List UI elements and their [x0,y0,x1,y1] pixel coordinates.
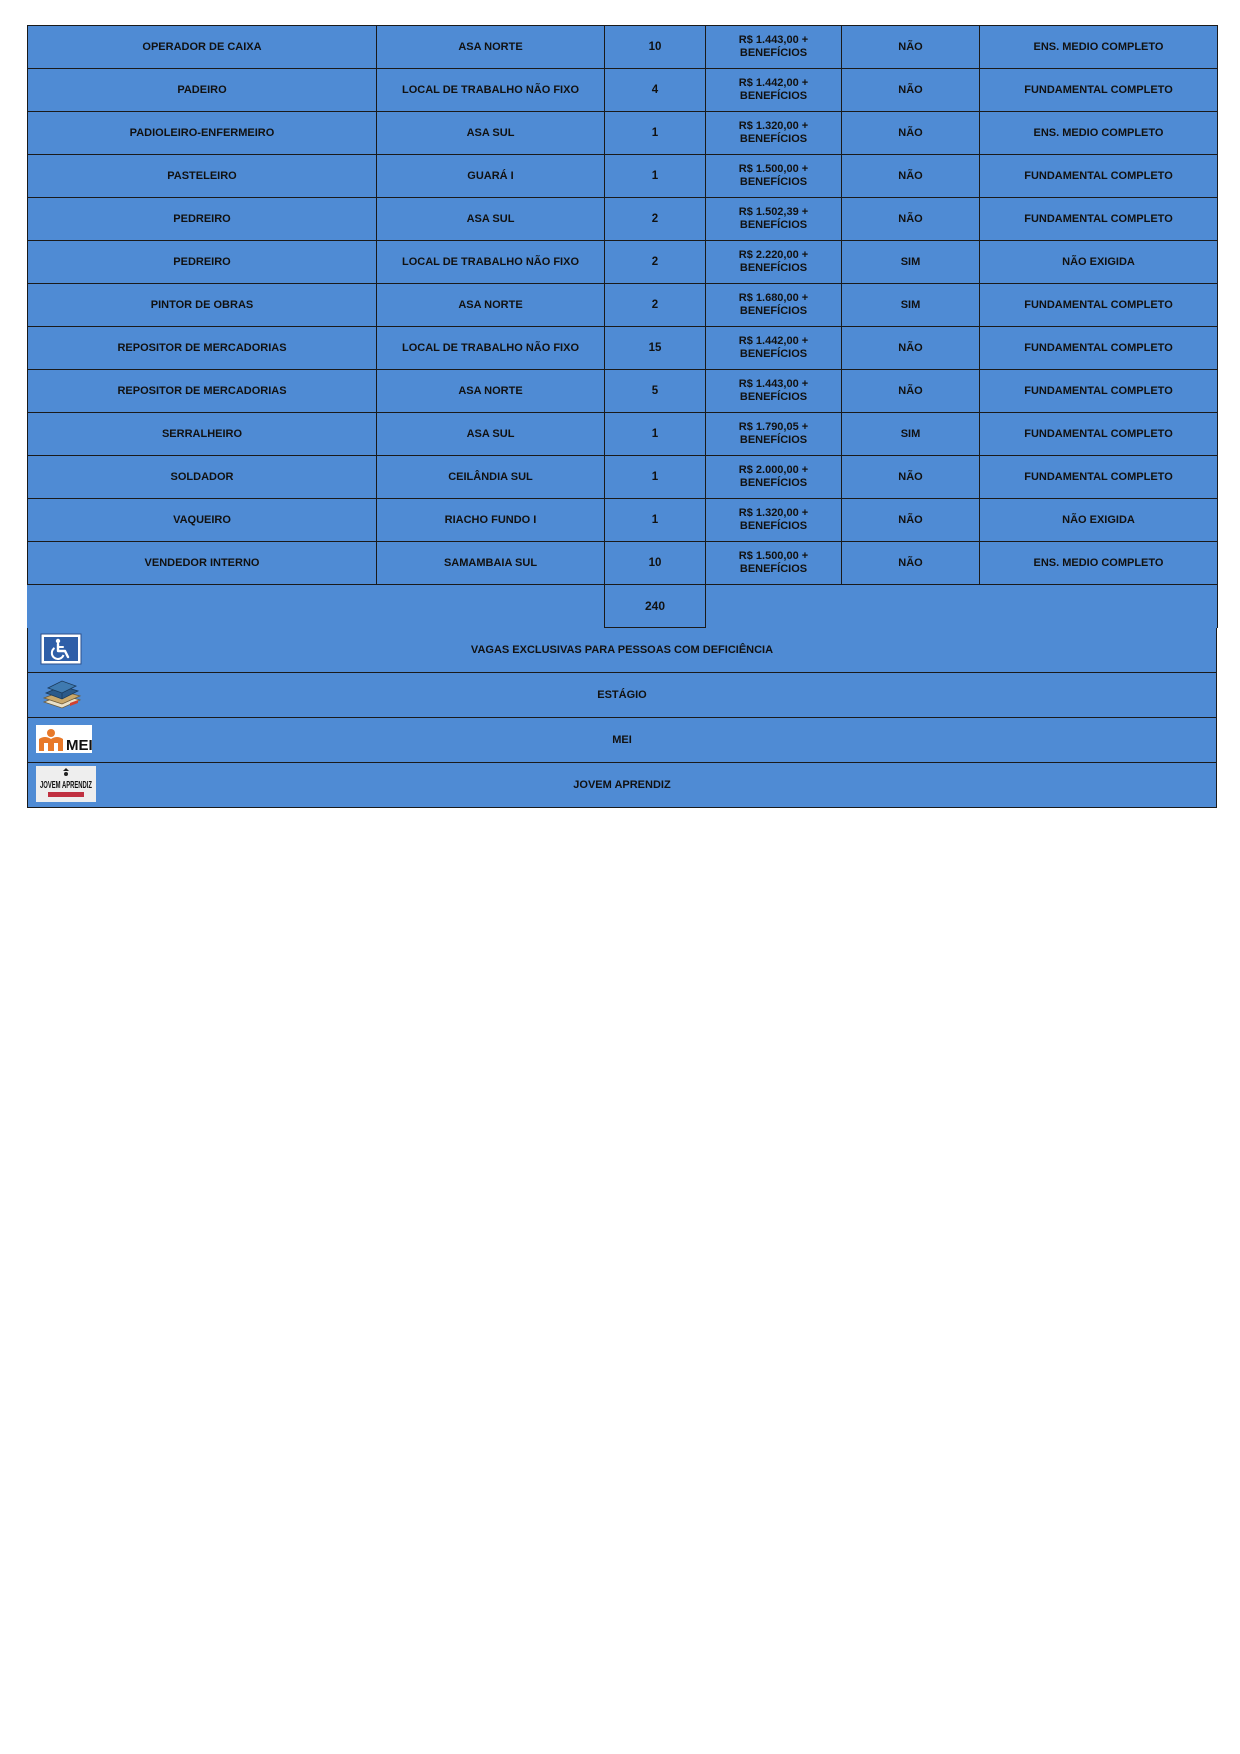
cell-salario [706,241,842,284]
legend-label-estagio: ESTÁGIO [597,689,647,701]
cell-cargo: OPERADOR DE CAIXA [28,26,377,69]
cell-local: ASA NORTE [377,26,605,69]
cell-salario [706,542,842,585]
cell-experiencia: SIM [842,241,980,284]
cell-salario [706,284,842,327]
total-row [28,585,1218,628]
cell-escolaridade: NÃO EXIGIDA [980,241,1218,284]
legend-label-jovem-aprendiz: JOVEM APRENDIZ [573,779,671,791]
cell-salario-line1: R$ 1.502,39 + [738,206,809,218]
cell-local: GUARÁ I [377,155,605,198]
cell-vagas: 2 [605,241,706,284]
cell-salario-line2: BENEFÍCIOS [739,176,808,188]
cell-experiencia: NÃO [842,155,980,198]
cell-salario-line2: BENEFÍCIOS [739,391,808,403]
cell-vagas: 10 [605,542,706,585]
table-row [28,69,1218,112]
cell-salario-line2: BENEFÍCIOS [739,563,808,575]
cell-local: LOCAL DE TRABALHO NÃO FIXO [377,241,605,284]
cell-experiencia: NÃO [842,499,980,542]
cell-cargo: PEDREIRO [28,198,377,241]
cell-vagas: 10 [605,26,706,69]
job-openings-sheet [27,25,1217,808]
cell-salario [706,112,842,155]
cell-local: ASA SUL [377,198,605,241]
cell-salario-line1: R$ 1.320,00 + [738,120,809,132]
cell-salario [706,370,842,413]
cell-escolaridade: FUNDAMENTAL COMPLETO [980,456,1218,499]
legend-row-jovem-aprendiz [28,763,1217,808]
books-icon [40,676,84,715]
cell-experiencia: NÃO [842,26,980,69]
cell-salario-line2: BENEFÍCIOS [739,219,808,231]
wheelchair-icon [40,633,82,668]
legend-table [27,628,1217,808]
cell-salario [706,26,842,69]
cell-experiencia: NÃO [842,542,980,585]
total-row-spacer-right [706,585,1218,628]
cell-vagas: 15 [605,327,706,370]
cell-escolaridade: ENS. MEDIO COMPLETO [980,542,1218,585]
cell-local: ASA SUL [377,112,605,155]
legend-row-pcd [28,628,1217,673]
cell-salario-line1: R$ 1.443,00 + [738,34,809,46]
cell-local: ASA NORTE [377,370,605,413]
cell-experiencia: SIM [842,284,980,327]
cell-local: ASA SUL [377,413,605,456]
table-row [28,413,1218,456]
cell-salario-line1: R$ 1.680,00 + [738,292,809,304]
cell-experiencia: NÃO [842,69,980,112]
cell-experiencia: SIM [842,413,980,456]
cell-vagas: 2 [605,198,706,241]
cell-vagas: 4 [605,69,706,112]
cell-salario-line2: BENEFÍCIOS [739,434,808,446]
cell-escolaridade: FUNDAMENTAL COMPLETO [980,69,1218,112]
table-row [28,155,1218,198]
legend-label-pcd: VAGAS EXCLUSIVAS PARA PESSOAS COM DEFICIÊNCIA [470,644,774,656]
cell-experiencia: NÃO [842,456,980,499]
cell-salario-line1: R$ 2.220,00 + [738,249,809,261]
legend-label-mei: MEI [612,734,632,746]
cell-salario [706,413,842,456]
cell-cargo: REPOSITOR DE MERCADORIAS [28,327,377,370]
table-row [28,327,1218,370]
jovem-aprendiz-logo-text: JOVEM APRENDIZ [40,780,92,791]
table-row [28,284,1218,327]
cell-cargo: PADEIRO [28,69,377,112]
cell-vagas: 1 [605,499,706,542]
cell-vagas: 1 [605,456,706,499]
cell-salario [706,155,842,198]
cell-escolaridade: FUNDAMENTAL COMPLETO [980,413,1218,456]
cell-cargo: SOLDADOR [28,456,377,499]
cell-escolaridade: ENS. MEDIO COMPLETO [980,112,1218,155]
cell-escolaridade: FUNDAMENTAL COMPLETO [980,370,1218,413]
job-openings-table [27,25,1218,628]
table-row [28,456,1218,499]
cell-cargo: PASTELEIRO [28,155,377,198]
job-rows [28,26,1218,585]
legend-row-mei [28,718,1217,763]
mei-logo-text: MEI [66,737,93,754]
cell-local: SAMAMBAIA SUL [377,542,605,585]
mei-logo-icon [36,725,92,756]
cell-salario-line2: BENEFÍCIOS [739,133,808,145]
cell-salario [706,456,842,499]
cell-experiencia: NÃO [842,370,980,413]
legend-row-estagio [28,673,1217,718]
cell-local: CEILÂNDIA SUL [377,456,605,499]
jovem-aprendiz-logo-icon [36,766,96,805]
cell-experiencia: NÃO [842,327,980,370]
cell-escolaridade: NÃO EXIGIDA [980,499,1218,542]
cell-escolaridade: ENS. MEDIO COMPLETO [980,26,1218,69]
cell-salario [706,327,842,370]
cell-salario-line1: R$ 2.000,00 + [738,464,809,476]
cell-escolaridade: FUNDAMENTAL COMPLETO [980,284,1218,327]
cell-salario-line1: R$ 1.443,00 + [738,378,809,390]
cell-vagas: 1 [605,155,706,198]
cell-salario [706,69,842,112]
cell-salario-line2: BENEFÍCIOS [739,90,808,102]
cell-cargo: SERRALHEIRO [28,413,377,456]
cell-vagas: 1 [605,112,706,155]
cell-cargo: VENDEDOR INTERNO [28,542,377,585]
cell-cargo: PADIOLEIRO-ENFERMEIRO [28,112,377,155]
cell-local: LOCAL DE TRABALHO NÃO FIXO [377,69,605,112]
cell-salario [706,499,842,542]
cell-escolaridade: FUNDAMENTAL COMPLETO [980,327,1218,370]
table-row [28,241,1218,284]
table-row [28,499,1218,542]
cell-vagas: 1 [605,413,706,456]
cell-salario-line2: BENEFÍCIOS [739,262,808,274]
cell-salario [706,198,842,241]
cell-salario-line1: R$ 1.442,00 + [738,77,809,89]
cell-salario-line2: BENEFÍCIOS [739,305,808,317]
table-row [28,112,1218,155]
cell-salario-line1: R$ 1.320,00 + [738,507,809,519]
cell-experiencia: NÃO [842,198,980,241]
cell-cargo: PEDREIRO [28,241,377,284]
cell-salario-line2: BENEFÍCIOS [739,47,808,59]
cell-cargo: PINTOR DE OBRAS [28,284,377,327]
cell-salario-line1: R$ 1.500,00 + [738,550,809,562]
table-row [28,370,1218,413]
cell-cargo: VAQUEIRO [28,499,377,542]
cell-salario-line2: BENEFÍCIOS [739,348,808,360]
cell-salario-line1: R$ 1.442,00 + [738,335,809,347]
cell-salario-line1: R$ 1.500,00 + [738,163,809,175]
cell-salario-line2: BENEFÍCIOS [739,520,808,532]
cell-vagas: 5 [605,370,706,413]
cell-vagas: 2 [605,284,706,327]
total-row-spacer [28,585,605,628]
cell-local: ASA NORTE [377,284,605,327]
cell-local: RIACHO FUNDO I [377,499,605,542]
cell-escolaridade: FUNDAMENTAL COMPLETO [980,155,1218,198]
cell-experiencia: NÃO [842,112,980,155]
table-row [28,198,1218,241]
total-vagas: 240 [605,585,706,628]
cell-local: LOCAL DE TRABALHO NÃO FIXO [377,327,605,370]
table-row [28,26,1218,69]
cell-salario-line1: R$ 1.790,05 + [738,421,809,433]
table-row [28,542,1218,585]
cell-escolaridade: FUNDAMENTAL COMPLETO [980,198,1218,241]
cell-salario-line2: BENEFÍCIOS [739,477,808,489]
cell-cargo: REPOSITOR DE MERCADORIAS [28,370,377,413]
